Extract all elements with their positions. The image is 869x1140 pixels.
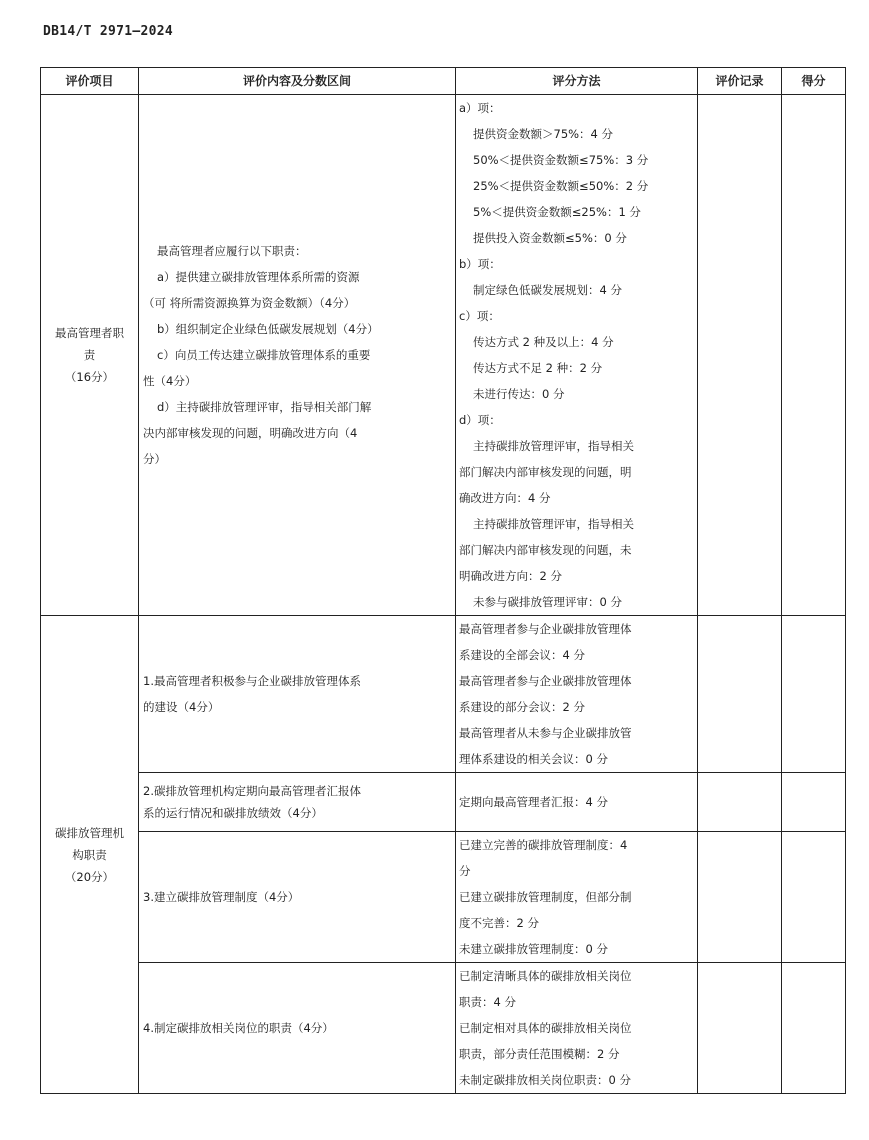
- content-top-manager: 最高管理者应履行以下职责： a）提供建立碳排放管理体系所需的资源 （可 将所需资源换算为资金数额）（4分） b）组织制定企业绿色低碳发展规划（4分） c）向员工传达建立碳排放管理体系的重要 性（4分） d）主持碳排放管理评审，指导相关部门解 决内部审核发现的问题，明确改进方向（4 分）: [139, 95, 456, 616]
- method-top-manager: a）项： 提供资金数额＞75%：4 分 50%＜提供资金数额≤75%：3 分 25%＜提供资金数额≤50%：2 分 5%＜提供资金数额≤25%：1 分 提供投入资金数额≤5%：0 分 b）项： 制定绿色低碳发展规划：4 分 c）项： 传达方式 2 种及以上：4 分 传达方式不足 2 种：2 分 未进行传达：0 分 d）项： 主持碳排放管理评审，指导相关 部门解决内部审核发现的问题，明 确改进方向：4 分 主持碳排放管理评审，指导相关 部门解决内部审核发现的问题，未 明确改进方向：2 分 未参与碳排放管理评审：0 分: [456, 95, 698, 616]
- method-row-2: 定期向最高管理者汇报：4 分: [456, 773, 698, 832]
- table-row: [41, 832, 846, 963]
- content-row-4: 4.制定碳排放相关岗位的职责（4分）: [139, 963, 456, 1094]
- score-cell: [782, 832, 846, 963]
- method-row-4: 已制定清晰具体的碳排放相关岗位 职责：4 分 已制定相对具体的碳排放相关岗位 职责，部分责任范围模糊：2 分 未制定碳排放相关岗位职责：0 分: [456, 963, 698, 1094]
- score-cell: [782, 963, 846, 1094]
- score-cell: [782, 95, 846, 616]
- item-top-manager: 最高管理者职 责 （16分）: [41, 95, 139, 616]
- evaluation-table: [40, 67, 846, 1094]
- record-cell: [698, 95, 782, 616]
- record-cell: [698, 832, 782, 963]
- content-row-1: 1.最高管理者积极参与企业碳排放管理体系 的建设（4分）: [139, 616, 456, 773]
- score-cell: [782, 616, 846, 773]
- record-cell: [698, 963, 782, 1094]
- table-row: [41, 773, 846, 832]
- content-row-3: 3.建立碳排放管理制度（4分）: [139, 832, 456, 963]
- col-header-score: 得分: [782, 68, 846, 95]
- document-id: DB14/T 2971—2024: [43, 24, 174, 39]
- col-header-method: 评分方法: [456, 68, 698, 95]
- table-row: [41, 616, 846, 773]
- record-cell: [698, 773, 782, 832]
- score-cell: [782, 773, 846, 832]
- content-row-2: 2.碳排放管理机构定期向最高管理者汇报体 系的运行情况和碳排放绩效（4分）: [139, 773, 456, 832]
- method-row-3: 已建立完善的碳排放管理制度：4 分 已建立碳排放管理制度，但部分制 度不完善：2 分 未建立碳排放管理制度：0 分: [456, 832, 698, 963]
- col-header-record: 评价记录: [698, 68, 782, 95]
- table-row: [41, 963, 846, 1094]
- col-header-item: 评价项目: [41, 68, 139, 95]
- item-carbon-org: 碳排放管理机 构职责 （20分）: [41, 616, 139, 1094]
- table-header-row: [41, 68, 846, 95]
- col-header-content: 评价内容及分数区间: [139, 68, 456, 95]
- method-row-1: 最高管理者参与企业碳排放管理体 系建设的全部会议：4 分 最高管理者参与企业碳排放管理体 系建设的部分会议：2 分 最高管理者从未参与企业碳排放管 理体系建设的相关会议：0 分: [456, 616, 698, 773]
- table-row: [41, 95, 846, 616]
- record-cell: [698, 616, 782, 773]
